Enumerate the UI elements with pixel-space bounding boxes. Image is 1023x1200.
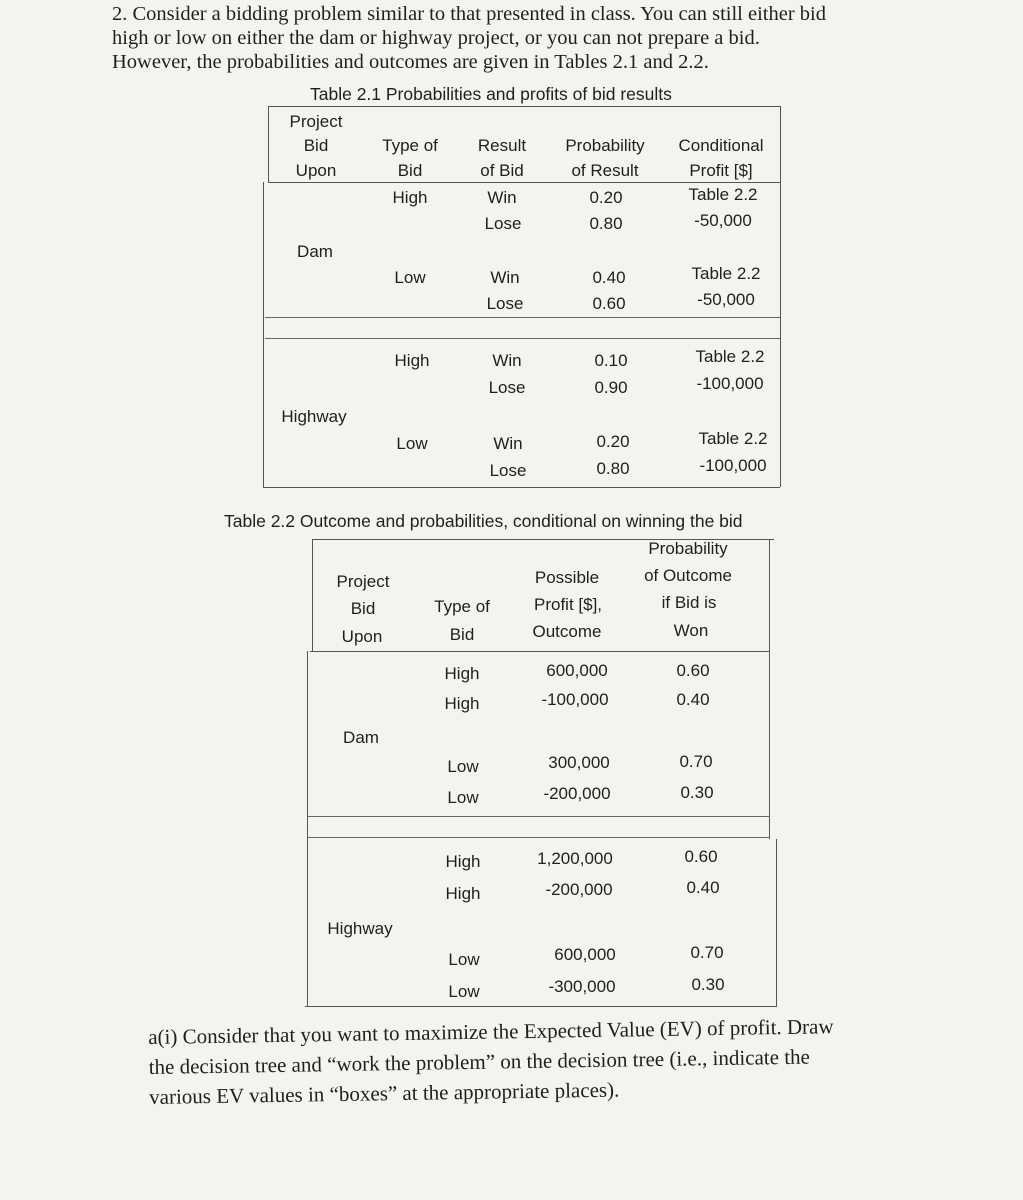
t2-header-prob-4: Won xyxy=(673,621,709,640)
t1-dam-low-type: Low xyxy=(394,268,426,287)
t2-dam-row4-profit: -200,000 xyxy=(543,784,611,803)
t2-highway-row4-prob: 0.30 xyxy=(691,975,725,994)
t1-highway-low-c-lose: -100,000 xyxy=(699,456,767,475)
intro-line-1: 2. Consider a bidding problem similar to that presented in class. You can still either bid xyxy=(112,3,826,25)
t2-header-project-3: Upon xyxy=(341,627,383,646)
t1-header-project: Project xyxy=(289,112,343,131)
t2-highway-row4-profit: -300,000 xyxy=(548,977,616,996)
table-2-2-left-border xyxy=(312,539,313,651)
t2-dam-label: Dam xyxy=(343,728,379,747)
intro-line-3: However, the probabilities and outcomes are given in Tables 2.1 and 2.2. xyxy=(112,51,709,73)
t2-header-project: Project xyxy=(336,572,390,591)
t1-header-project-2: Bid xyxy=(303,136,329,155)
t1-highway-high-win: Win xyxy=(492,351,522,370)
t1-dam-low-c-win: Table 2.2 xyxy=(691,264,761,283)
question-line-3: various EV values in “boxes” at the appropriate places). xyxy=(148,1077,620,1109)
t2-highway-row3-profit: 600,000 xyxy=(554,945,616,964)
t1-header-result: Result xyxy=(477,136,527,155)
t2-dam-row3-type: Low xyxy=(447,757,479,776)
table-2-2-header-rule xyxy=(310,651,770,652)
t1-dam-label: Dam xyxy=(297,242,333,261)
t1-dam-high-p-lose: 0.80 xyxy=(589,214,623,233)
t1-highway-high-p-lose: 0.90 xyxy=(594,378,628,397)
t1-header-project-3: Upon xyxy=(295,161,337,180)
t2-highway-row2-profit: -200,000 xyxy=(545,880,613,899)
t1-highway-low-lose: Lose xyxy=(489,461,527,480)
t2-header-project-2: Bid xyxy=(350,599,376,618)
table-2-2-caption: Table 2.2 Outcome and probabilities, conditional on winning the bid xyxy=(224,511,743,531)
t2-header-type: Type of xyxy=(434,597,490,616)
t1-dam-low-p-win: 0.40 xyxy=(592,268,626,287)
t1-highway-high-c-win: Table 2.2 xyxy=(695,347,765,366)
t1-highway-low-c-win: Table 2.2 xyxy=(698,429,768,448)
t1-header-prob-2: of Result xyxy=(571,161,639,180)
t1-dam-high-c-lose: -50,000 xyxy=(694,211,752,230)
t2-dam-row4-prob: 0.30 xyxy=(680,783,714,802)
t2-dam-row3-profit: 300,000 xyxy=(548,753,610,772)
t2-dam-row2-type: High xyxy=(444,694,480,713)
t1-dam-low-win: Win xyxy=(490,268,520,287)
t1-header-type-2: Bid xyxy=(397,161,423,180)
t2-highway-row4-type: Low xyxy=(448,982,480,1001)
t2-highway-row1-prob: 0.60 xyxy=(684,847,718,866)
t2-dam-row1-type: High xyxy=(444,664,480,683)
t2-header-prob-3: if Bid is xyxy=(661,593,717,612)
t1-highway-high-type: High xyxy=(394,351,430,370)
t2-header-profit: Possible xyxy=(534,568,600,587)
t1-highway-low-type: Low xyxy=(396,434,428,453)
table-2-1-header-rule xyxy=(268,182,780,183)
table-2-2-separator xyxy=(307,816,770,838)
t2-highway-row2-type: High xyxy=(445,884,481,903)
t2-header-type-2: Bid xyxy=(449,625,475,644)
problem-statement xyxy=(112,2,992,74)
t1-dam-low-p-lose: 0.60 xyxy=(592,294,626,313)
t2-dam-row4-type: Low xyxy=(447,788,479,807)
t2-highway-label: Highway xyxy=(327,919,393,938)
table-2-1-separator xyxy=(265,317,780,339)
t1-dam-high-type: High xyxy=(392,188,428,207)
t1-highway-high-lose: Lose xyxy=(488,378,526,397)
t2-dam-row2-profit: -100,000 xyxy=(541,690,609,709)
t2-dam-row2-prob: 0.40 xyxy=(676,690,710,709)
table-2-2-right-border xyxy=(769,539,770,839)
table-2-1-left-border xyxy=(268,106,269,182)
t2-header-prob-2: of Outcome xyxy=(644,566,732,585)
t1-highway-low-p-lose: 0.80 xyxy=(596,459,630,478)
t1-header-profit: Conditional xyxy=(678,136,764,155)
t1-highway-high-p-win: 0.10 xyxy=(594,351,628,370)
question-a-i xyxy=(148,1008,1009,1111)
t1-header-profit-2: Profit [$] xyxy=(689,161,753,180)
t2-header-profit-2: Profit [$], xyxy=(533,595,603,614)
t1-dam-high-win: Win xyxy=(487,188,517,207)
t2-highway-row1-profit: 1,200,000 xyxy=(537,849,613,868)
t1-dam-high-c-win: Table 2.2 xyxy=(688,185,758,204)
table-2-1-top-border xyxy=(268,106,780,107)
question-line-1: a(i) Consider that you want to maximize the Expected Value (EV) of profit. Draw xyxy=(148,1014,834,1049)
t2-header-prob: Probability xyxy=(648,539,728,558)
table-2-1-caption: Table 2.1 Probabilities and profits of bid results xyxy=(310,84,672,104)
t1-dam-high-lose: Lose xyxy=(484,214,522,233)
t1-highway-low-win: Win xyxy=(493,434,523,453)
table-2-1-bottom-border xyxy=(263,487,780,488)
t1-highway-high-c-lose: -100,000 xyxy=(696,374,764,393)
table-2-2-right-border-lower xyxy=(776,839,777,1006)
t1-highway-label: Highway xyxy=(281,407,347,426)
table-2-1-left-border-body xyxy=(263,182,264,487)
t2-header-profit-3: Outcome xyxy=(532,622,602,641)
t2-highway-row1-type: High xyxy=(445,852,481,871)
intro-line-2: high or low on either the dam or highway project, or you can not prepare a bid. xyxy=(112,27,760,49)
t1-dam-high-p-win: 0.20 xyxy=(589,188,623,207)
t1-header-type: Type of xyxy=(382,136,438,155)
t2-dam-row3-prob: 0.70 xyxy=(679,752,713,771)
table-2-1-right-border xyxy=(780,106,781,487)
table-2-2-bottom-border xyxy=(305,1006,777,1007)
t2-highway-row3-prob: 0.70 xyxy=(690,943,724,962)
t2-dam-row1-profit: 600,000 xyxy=(546,661,608,680)
t1-dam-low-lose: Lose xyxy=(486,294,524,313)
t2-highway-row3-type: Low xyxy=(448,950,480,969)
t1-header-prob: Probability xyxy=(565,136,645,155)
t1-dam-low-c-lose: -50,000 xyxy=(697,290,755,309)
t1-highway-low-p-win: 0.20 xyxy=(596,432,630,451)
t2-dam-row1-prob: 0.60 xyxy=(676,661,710,680)
t1-header-result-2: of Bid xyxy=(480,161,524,180)
t2-highway-row2-prob: 0.40 xyxy=(686,878,720,897)
question-line-2: the decision tree and “work the problem” on the decision tree (i.e., indicate the xyxy=(148,1044,811,1079)
